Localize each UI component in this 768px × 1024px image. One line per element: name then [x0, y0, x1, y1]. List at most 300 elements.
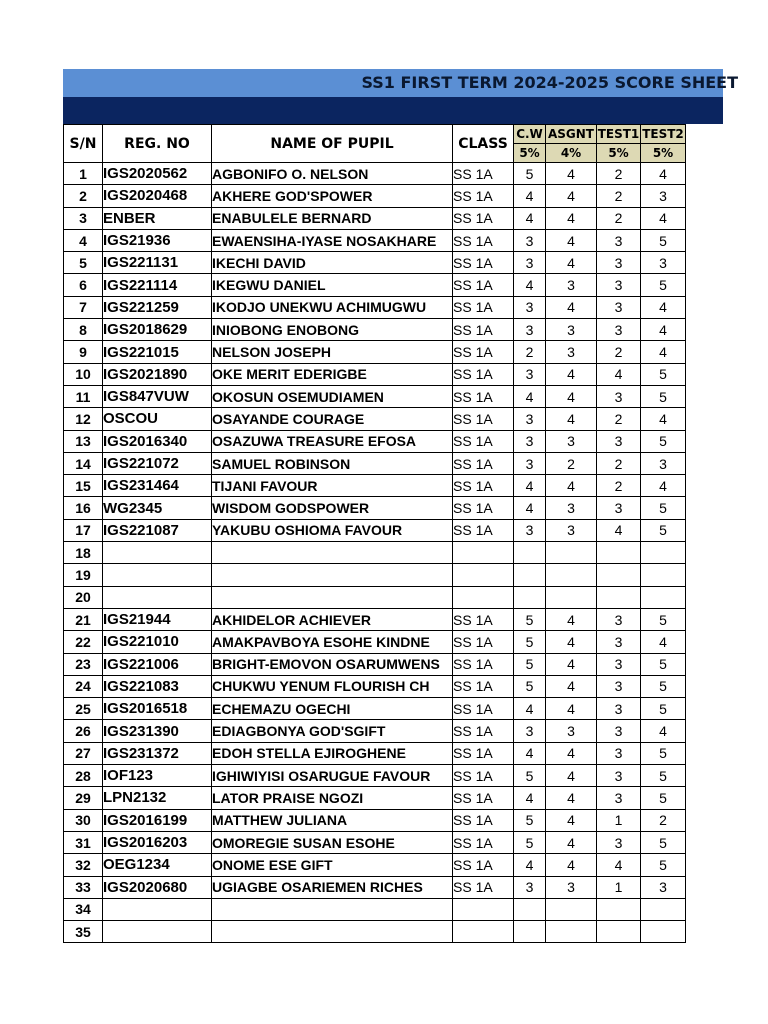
sn-cell[interactable]: 34	[64, 898, 103, 920]
test2-score-cell[interactable]	[641, 586, 686, 608]
reg-no-cell[interactable]: IGS2016518	[103, 698, 212, 720]
pupil-name-cell[interactable]: EDIAGBONYA GOD'SGIFT	[212, 720, 453, 742]
test1-score-cell[interactable]: 3	[597, 742, 641, 764]
test1-score-cell[interactable]: 3	[597, 608, 641, 630]
sn-cell[interactable]: 31	[64, 831, 103, 853]
asgnt-score-cell[interactable]: 3	[546, 519, 597, 541]
cw-score-cell[interactable]: 3	[514, 876, 546, 898]
asgnt-score-cell[interactable]: 4	[546, 408, 597, 430]
class-cell[interactable]	[453, 898, 514, 920]
pupil-name-cell[interactable]: AKHIDELOR ACHIEVER	[212, 608, 453, 630]
test2-score-cell[interactable]: 3	[641, 185, 686, 207]
asgnt-score-cell[interactable]: 4	[546, 296, 597, 318]
asgnt-score-cell[interactable]: 4	[546, 163, 597, 185]
cw-score-cell[interactable]: 4	[514, 742, 546, 764]
asgnt-score-cell[interactable]: 4	[546, 742, 597, 764]
test1-score-cell[interactable]: 3	[597, 274, 641, 296]
pupil-name-cell[interactable]: IKEGWU DANIEL	[212, 274, 453, 296]
class-cell[interactable]	[453, 542, 514, 564]
sn-cell[interactable]: 2	[64, 185, 103, 207]
cw-score-cell[interactable]: 3	[514, 229, 546, 251]
test1-score-cell[interactable]: 2	[597, 185, 641, 207]
sn-cell[interactable]: 18	[64, 542, 103, 564]
class-cell[interactable]: SS 1A	[453, 163, 514, 185]
pupil-name-cell[interactable]: OKOSUN OSEMUDIAMEN	[212, 385, 453, 407]
asgnt-score-cell[interactable]: 4	[546, 631, 597, 653]
sn-cell[interactable]: 24	[64, 675, 103, 697]
class-cell[interactable]: SS 1A	[453, 653, 514, 675]
asgnt-score-cell[interactable]: 4	[546, 809, 597, 831]
cw-score-cell[interactable]: 4	[514, 854, 546, 876]
test2-score-cell[interactable]: 4	[641, 475, 686, 497]
table-row	[64, 854, 686, 876]
cw-score-cell[interactable]: 4	[514, 207, 546, 229]
sn-cell[interactable]: 11	[64, 385, 103, 407]
asgnt-score-cell[interactable]: 3	[546, 876, 597, 898]
test1-score-cell[interactable]	[597, 542, 641, 564]
test2-score-cell[interactable]: 5	[641, 698, 686, 720]
asgnt-score-cell[interactable]	[546, 898, 597, 920]
reg-no-cell[interactable]: ENBER	[103, 207, 212, 229]
sn-cell[interactable]: 3	[64, 207, 103, 229]
reg-no-cell[interactable]: IGS2016203	[103, 831, 212, 853]
header-asgnt: ASGNT	[546, 125, 597, 144]
pupil-name-cell[interactable]	[212, 564, 453, 586]
pupil-name-cell[interactable]: IKECHI DAVID	[212, 252, 453, 274]
reg-no-cell[interactable]: IGS231464	[103, 475, 212, 497]
class-cell[interactable]: SS 1A	[453, 252, 514, 274]
class-cell[interactable]: SS 1A	[453, 765, 514, 787]
table-row	[64, 586, 686, 608]
table-row	[64, 765, 686, 787]
pupil-name-cell[interactable]: SAMUEL ROBINSON	[212, 452, 453, 474]
pupil-name-cell[interactable]: EWAENSIHA-IYASE NOSAKHARE	[212, 229, 453, 251]
cw-score-cell[interactable]	[514, 564, 546, 586]
reg-no-cell[interactable]: IGS2020562	[103, 163, 212, 185]
cw-score-cell[interactable]: 4	[514, 497, 546, 519]
reg-no-cell[interactable]: IGS21936	[103, 229, 212, 251]
pupil-name-cell[interactable]	[212, 921, 453, 943]
test2-score-cell[interactable]: 5	[641, 742, 686, 764]
asgnt-score-cell[interactable]	[546, 921, 597, 943]
test2-score-cell[interactable]: 5	[641, 430, 686, 452]
test2-score-cell[interactable]: 5	[641, 675, 686, 697]
sn-cell[interactable]: 20	[64, 586, 103, 608]
asgnt-score-cell[interactable]: 4	[546, 698, 597, 720]
cw-score-cell[interactable]: 5	[514, 831, 546, 853]
asgnt-score-cell[interactable]: 4	[546, 854, 597, 876]
asgnt-score-cell[interactable]	[546, 542, 597, 564]
class-cell[interactable]: SS 1A	[453, 430, 514, 452]
test1-score-cell[interactable]: 3	[597, 296, 641, 318]
test1-score-cell[interactable]	[597, 586, 641, 608]
class-cell[interactable]	[453, 921, 514, 943]
sn-cell[interactable]: 13	[64, 430, 103, 452]
asgnt-score-cell[interactable]: 3	[546, 720, 597, 742]
class-cell[interactable]: SS 1A	[453, 742, 514, 764]
reg-no-cell[interactable]: LPN2132	[103, 787, 212, 809]
test1-score-cell[interactable]: 3	[597, 631, 641, 653]
class-cell[interactable]: SS 1A	[453, 229, 514, 251]
test1-score-cell[interactable]: 3	[597, 319, 641, 341]
test1-score-cell[interactable]	[597, 564, 641, 586]
class-cell[interactable]: SS 1A	[453, 319, 514, 341]
test2-score-cell[interactable]	[641, 921, 686, 943]
cw-score-cell[interactable]: 2	[514, 341, 546, 363]
pupil-name-cell[interactable]: MATTHEW JULIANA	[212, 809, 453, 831]
reg-no-cell[interactable]: IGS221131	[103, 252, 212, 274]
table-row	[64, 363, 686, 385]
reg-no-cell[interactable]	[103, 898, 212, 920]
test2-score-cell[interactable]: 5	[641, 497, 686, 519]
cw-score-cell[interactable]: 3	[514, 252, 546, 274]
sn-cell[interactable]: 29	[64, 787, 103, 809]
test1-score-cell[interactable]: 3	[597, 787, 641, 809]
asgnt-score-cell[interactable]: 4	[546, 787, 597, 809]
class-cell[interactable]: SS 1A	[453, 809, 514, 831]
pupil-name-cell[interactable]: IGHIWIYISI OSARUGUE FAVOUR	[212, 765, 453, 787]
pupil-name-cell[interactable]: ENABULELE BERNARD	[212, 207, 453, 229]
asgnt-score-cell[interactable]: 4	[546, 675, 597, 697]
test2-score-cell[interactable]	[641, 898, 686, 920]
pupil-name-cell[interactable]: WISDOM GODSPOWER	[212, 497, 453, 519]
header-test2: TEST2	[641, 125, 686, 144]
cw-score-cell[interactable]: 4	[514, 787, 546, 809]
reg-no-cell[interactable]: IGS2018629	[103, 319, 212, 341]
asgnt-score-cell[interactable]: 3	[546, 341, 597, 363]
pupil-name-cell[interactable]	[212, 898, 453, 920]
asgnt-score-cell[interactable]: 2	[546, 452, 597, 474]
reg-no-cell[interactable]: WG2345	[103, 497, 212, 519]
pupil-name-cell[interactable]: CHUKWU YENUM FLOURISH CH	[212, 675, 453, 697]
reg-no-cell[interactable]: IGS21944	[103, 608, 212, 630]
test2-score-cell[interactable]: 4	[641, 319, 686, 341]
reg-no-cell[interactable]: IGS221083	[103, 675, 212, 697]
test2-score-cell[interactable]: 4	[641, 631, 686, 653]
pupil-name-cell[interactable]: OSAYANDE COURAGE	[212, 408, 453, 430]
cw-score-cell[interactable]: 5	[514, 675, 546, 697]
class-cell[interactable]: SS 1A	[453, 497, 514, 519]
class-cell[interactable]: SS 1A	[453, 698, 514, 720]
test2-score-cell[interactable]: 4	[641, 341, 686, 363]
pupil-name-cell[interactable]	[212, 542, 453, 564]
test2-score-cell[interactable]: 5	[641, 765, 686, 787]
cw-score-cell[interactable]	[514, 898, 546, 920]
reg-no-cell[interactable]: IGS221010	[103, 631, 212, 653]
class-cell[interactable]: SS 1A	[453, 185, 514, 207]
asgnt-score-cell[interactable]: 4	[546, 252, 597, 274]
pupil-name-cell[interactable]: LATOR PRAISE NGOZI	[212, 787, 453, 809]
test1-score-cell[interactable]: 2	[597, 341, 641, 363]
test1-score-cell[interactable]: 3	[597, 698, 641, 720]
reg-no-cell[interactable]: IGS2016340	[103, 430, 212, 452]
class-cell[interactable]: SS 1A	[453, 385, 514, 407]
test2-score-cell[interactable]: 5	[641, 229, 686, 251]
test2-score-cell[interactable]: 5	[641, 854, 686, 876]
sn-cell[interactable]: 14	[64, 452, 103, 474]
test1-score-cell[interactable]: 4	[597, 854, 641, 876]
pupil-name-cell[interactable]: BRIGHT-EMOVON OSARUMWENS	[212, 653, 453, 675]
test1-score-cell[interactable]: 3	[597, 831, 641, 853]
asgnt-score-cell[interactable]: 3	[546, 430, 597, 452]
cw-score-cell[interactable]: 5	[514, 163, 546, 185]
sn-cell[interactable]: 23	[64, 653, 103, 675]
table-row	[64, 787, 686, 809]
pupil-name-cell[interactable]: ECHEMAZU OGECHI	[212, 698, 453, 720]
test1-score-cell[interactable]: 3	[597, 497, 641, 519]
test2-score-cell[interactable]: 4	[641, 296, 686, 318]
pupil-name-cell[interactable]	[212, 586, 453, 608]
class-cell[interactable]: SS 1A	[453, 787, 514, 809]
asgnt-score-cell[interactable]: 4	[546, 831, 597, 853]
test2-score-cell[interactable]: 4	[641, 408, 686, 430]
pupil-name-cell[interactable]: AGBONIFO O. NELSON	[212, 163, 453, 185]
pupil-name-cell[interactable]: INIOBONG ENOBONG	[212, 319, 453, 341]
test2-score-cell[interactable]: 3	[641, 252, 686, 274]
test1-score-cell[interactable]: 4	[597, 519, 641, 541]
asgnt-score-cell[interactable]: 4	[546, 363, 597, 385]
reg-no-cell[interactable]: IGS231390	[103, 720, 212, 742]
cw-score-cell[interactable]: 3	[514, 430, 546, 452]
sn-cell[interactable]: 17	[64, 519, 103, 541]
asgnt-score-cell[interactable]: 3	[546, 274, 597, 296]
test2-score-cell[interactable]: 3	[641, 876, 686, 898]
class-cell[interactable]: SS 1A	[453, 296, 514, 318]
cw-score-cell[interactable]: 3	[514, 408, 546, 430]
test1-score-cell[interactable]: 3	[597, 229, 641, 251]
sn-cell[interactable]: 19	[64, 564, 103, 586]
test1-score-cell[interactable]: 2	[597, 163, 641, 185]
test1-score-cell[interactable]: 3	[597, 385, 641, 407]
sn-cell[interactable]: 28	[64, 765, 103, 787]
pupil-name-cell[interactable]: NELSON JOSEPH	[212, 341, 453, 363]
pupil-name-cell[interactable]: YAKUBU OSHIOMA FAVOUR	[212, 519, 453, 541]
test1-score-cell[interactable]: 3	[597, 765, 641, 787]
sn-cell[interactable]: 15	[64, 475, 103, 497]
sn-cell[interactable]: 27	[64, 742, 103, 764]
test1-score-cell[interactable]: 4	[597, 363, 641, 385]
cw-score-cell[interactable]: 3	[514, 720, 546, 742]
cw-score-cell[interactable]: 5	[514, 608, 546, 630]
test1-score-cell[interactable]: 3	[597, 720, 641, 742]
reg-no-cell[interactable]: IGS231372	[103, 742, 212, 764]
reg-no-cell[interactable]: IGS2016199	[103, 809, 212, 831]
sn-cell[interactable]: 1	[64, 163, 103, 185]
test2-score-cell[interactable]: 5	[641, 608, 686, 630]
cw-score-cell[interactable]: 5	[514, 631, 546, 653]
cw-score-cell[interactable]: 5	[514, 765, 546, 787]
test1-score-cell[interactable]: 2	[597, 475, 641, 497]
cw-score-cell[interactable]	[514, 542, 546, 564]
cw-score-cell[interactable]: 5	[514, 653, 546, 675]
class-cell[interactable]	[453, 586, 514, 608]
class-cell[interactable]: SS 1A	[453, 475, 514, 497]
class-cell[interactable]: SS 1A	[453, 408, 514, 430]
pupil-name-cell[interactable]: ONOME ESE GIFT	[212, 854, 453, 876]
header-test2-weight: 5%	[641, 144, 686, 163]
test2-score-cell[interactable]: 4	[641, 207, 686, 229]
sn-cell[interactable]: 21	[64, 608, 103, 630]
sn-cell[interactable]: 26	[64, 720, 103, 742]
sn-cell[interactable]: 35	[64, 921, 103, 943]
asgnt-score-cell[interactable]	[546, 586, 597, 608]
reg-no-cell[interactable]: IGS221087	[103, 519, 212, 541]
reg-no-cell[interactable]: IGS2020468	[103, 185, 212, 207]
asgnt-score-cell[interactable]: 4	[546, 765, 597, 787]
pupil-name-cell[interactable]: TIJANI FAVOUR	[212, 475, 453, 497]
test2-score-cell[interactable]: 5	[641, 787, 686, 809]
asgnt-score-cell[interactable]: 4	[546, 385, 597, 407]
table-row	[64, 319, 686, 341]
table-row	[64, 898, 686, 920]
class-cell[interactable]: SS 1A	[453, 274, 514, 296]
sn-cell[interactable]: 9	[64, 341, 103, 363]
class-cell[interactable]	[453, 564, 514, 586]
sn-cell[interactable]: 10	[64, 363, 103, 385]
asgnt-score-cell[interactable]	[546, 564, 597, 586]
sn-cell[interactable]: 4	[64, 229, 103, 251]
header-class: CLASS	[453, 125, 514, 163]
asgnt-score-cell[interactable]: 4	[546, 653, 597, 675]
class-cell[interactable]: SS 1A	[453, 854, 514, 876]
test1-score-cell[interactable]: 3	[597, 653, 641, 675]
test2-score-cell[interactable]: 3	[641, 452, 686, 474]
test2-score-cell[interactable]: 5	[641, 385, 686, 407]
sheet-title: SS1 FIRST TERM 2024-2025 SCORE SHEET	[361, 73, 738, 92]
pupil-name-cell[interactable]: OKE MERIT EDERIGBE	[212, 363, 453, 385]
cw-score-cell[interactable]	[514, 921, 546, 943]
asgnt-score-cell[interactable]: 3	[546, 497, 597, 519]
cw-score-cell[interactable]: 4	[514, 185, 546, 207]
table-row	[64, 430, 686, 452]
class-cell[interactable]: SS 1A	[453, 720, 514, 742]
pupil-name-cell[interactable]: EDOH STELLA EJIROGHENE	[212, 742, 453, 764]
reg-no-cell[interactable]: IGS221114	[103, 274, 212, 296]
class-cell[interactable]: SS 1A	[453, 207, 514, 229]
sn-cell[interactable]: 22	[64, 631, 103, 653]
test2-score-cell[interactable]: 5	[641, 274, 686, 296]
table-row	[64, 185, 686, 207]
header-cw: C.W	[514, 125, 546, 144]
asgnt-score-cell[interactable]: 4	[546, 207, 597, 229]
sn-cell[interactable]: 32	[64, 854, 103, 876]
asgnt-score-cell[interactable]: 4	[546, 608, 597, 630]
class-cell[interactable]: SS 1A	[453, 363, 514, 385]
class-cell[interactable]: SS 1A	[453, 876, 514, 898]
reg-no-cell[interactable]: IGS221072	[103, 452, 212, 474]
pupil-name-cell[interactable]: AMAKPAVBOYA ESOHE KINDNE	[212, 631, 453, 653]
test2-score-cell[interactable]: 5	[641, 519, 686, 541]
cw-score-cell[interactable]: 4	[514, 385, 546, 407]
reg-no-cell[interactable]: IGS221015	[103, 341, 212, 363]
test1-score-cell[interactable]: 2	[597, 452, 641, 474]
asgnt-score-cell[interactable]: 4	[546, 185, 597, 207]
test2-score-cell[interactable]: 5	[641, 653, 686, 675]
reg-no-cell[interactable]: IGS847VUW	[103, 385, 212, 407]
test2-score-cell[interactable]: 4	[641, 720, 686, 742]
reg-no-cell[interactable]: IGS2020680	[103, 876, 212, 898]
class-cell[interactable]: SS 1A	[453, 519, 514, 541]
sn-cell[interactable]: 16	[64, 497, 103, 519]
sn-cell[interactable]: 30	[64, 809, 103, 831]
class-cell[interactable]: SS 1A	[453, 675, 514, 697]
test2-score-cell[interactable]: 4	[641, 163, 686, 185]
cw-score-cell[interactable]: 3	[514, 319, 546, 341]
reg-no-cell[interactable]: IGS2021890	[103, 363, 212, 385]
cw-score-cell[interactable]	[514, 586, 546, 608]
test2-score-cell[interactable]	[641, 564, 686, 586]
asgnt-score-cell[interactable]: 4	[546, 229, 597, 251]
test1-score-cell[interactable]: 2	[597, 408, 641, 430]
class-cell[interactable]: SS 1A	[453, 452, 514, 474]
pupil-name-cell[interactable]: IKODJO UNEKWU ACHIMUGWU	[212, 296, 453, 318]
sn-cell[interactable]: 12	[64, 408, 103, 430]
reg-no-cell[interactable]: OSCOU	[103, 408, 212, 430]
cw-score-cell[interactable]: 4	[514, 475, 546, 497]
test2-score-cell[interactable]: 5	[641, 831, 686, 853]
test2-score-cell[interactable]: 2	[641, 809, 686, 831]
table-row	[64, 720, 686, 742]
test2-score-cell[interactable]	[641, 542, 686, 564]
pupil-name-cell[interactable]: OMOREGIE SUSAN ESOHE	[212, 831, 453, 853]
class-cell[interactable]: SS 1A	[453, 341, 514, 363]
table-row	[64, 519, 686, 541]
test1-score-cell[interactable]	[597, 921, 641, 943]
test1-score-cell[interactable]: 3	[597, 675, 641, 697]
pupil-name-cell[interactable]: UGIAGBE OSARIEMEN RICHES	[212, 876, 453, 898]
title-bar	[63, 69, 738, 97]
cw-score-cell[interactable]: 5	[514, 809, 546, 831]
cw-score-cell[interactable]: 3	[514, 519, 546, 541]
reg-no-cell[interactable]: OEG1234	[103, 854, 212, 876]
test1-score-cell[interactable]: 3	[597, 252, 641, 274]
reg-no-cell[interactable]	[103, 564, 212, 586]
cw-score-cell[interactable]: 3	[514, 296, 546, 318]
pupil-name-cell[interactable]: OSAZUWA TREASURE EFOSA	[212, 430, 453, 452]
test1-score-cell[interactable]: 1	[597, 876, 641, 898]
reg-no-cell[interactable]: IGS221006	[103, 653, 212, 675]
test1-score-cell[interactable]: 2	[597, 207, 641, 229]
sn-cell[interactable]: 6	[64, 274, 103, 296]
class-cell[interactable]: SS 1A	[453, 631, 514, 653]
cw-score-cell[interactable]: 4	[514, 274, 546, 296]
cw-score-cell[interactable]: 3	[514, 452, 546, 474]
test2-score-cell[interactable]: 5	[641, 363, 686, 385]
test1-score-cell[interactable]: 3	[597, 430, 641, 452]
test1-score-cell[interactable]: 1	[597, 809, 641, 831]
header-band	[63, 97, 723, 124]
table-row	[64, 163, 686, 185]
class-cell[interactable]: SS 1A	[453, 831, 514, 853]
test1-score-cell[interactable]	[597, 898, 641, 920]
reg-no-cell[interactable]: IGS221259	[103, 296, 212, 318]
reg-no-cell[interactable]: IOF123	[103, 765, 212, 787]
reg-no-cell[interactable]	[103, 586, 212, 608]
sn-cell[interactable]: 5	[64, 252, 103, 274]
sn-cell[interactable]: 33	[64, 876, 103, 898]
asgnt-score-cell[interactable]: 4	[546, 475, 597, 497]
cw-score-cell[interactable]: 3	[514, 363, 546, 385]
pupil-name-cell[interactable]: AKHERE GOD'SPOWER	[212, 185, 453, 207]
reg-no-cell[interactable]	[103, 542, 212, 564]
sn-cell[interactable]: 8	[64, 319, 103, 341]
class-cell[interactable]: SS 1A	[453, 608, 514, 630]
asgnt-score-cell[interactable]: 3	[546, 319, 597, 341]
reg-no-cell[interactable]	[103, 921, 212, 943]
sn-cell[interactable]: 7	[64, 296, 103, 318]
sn-cell[interactable]: 25	[64, 698, 103, 720]
cw-score-cell[interactable]: 4	[514, 698, 546, 720]
